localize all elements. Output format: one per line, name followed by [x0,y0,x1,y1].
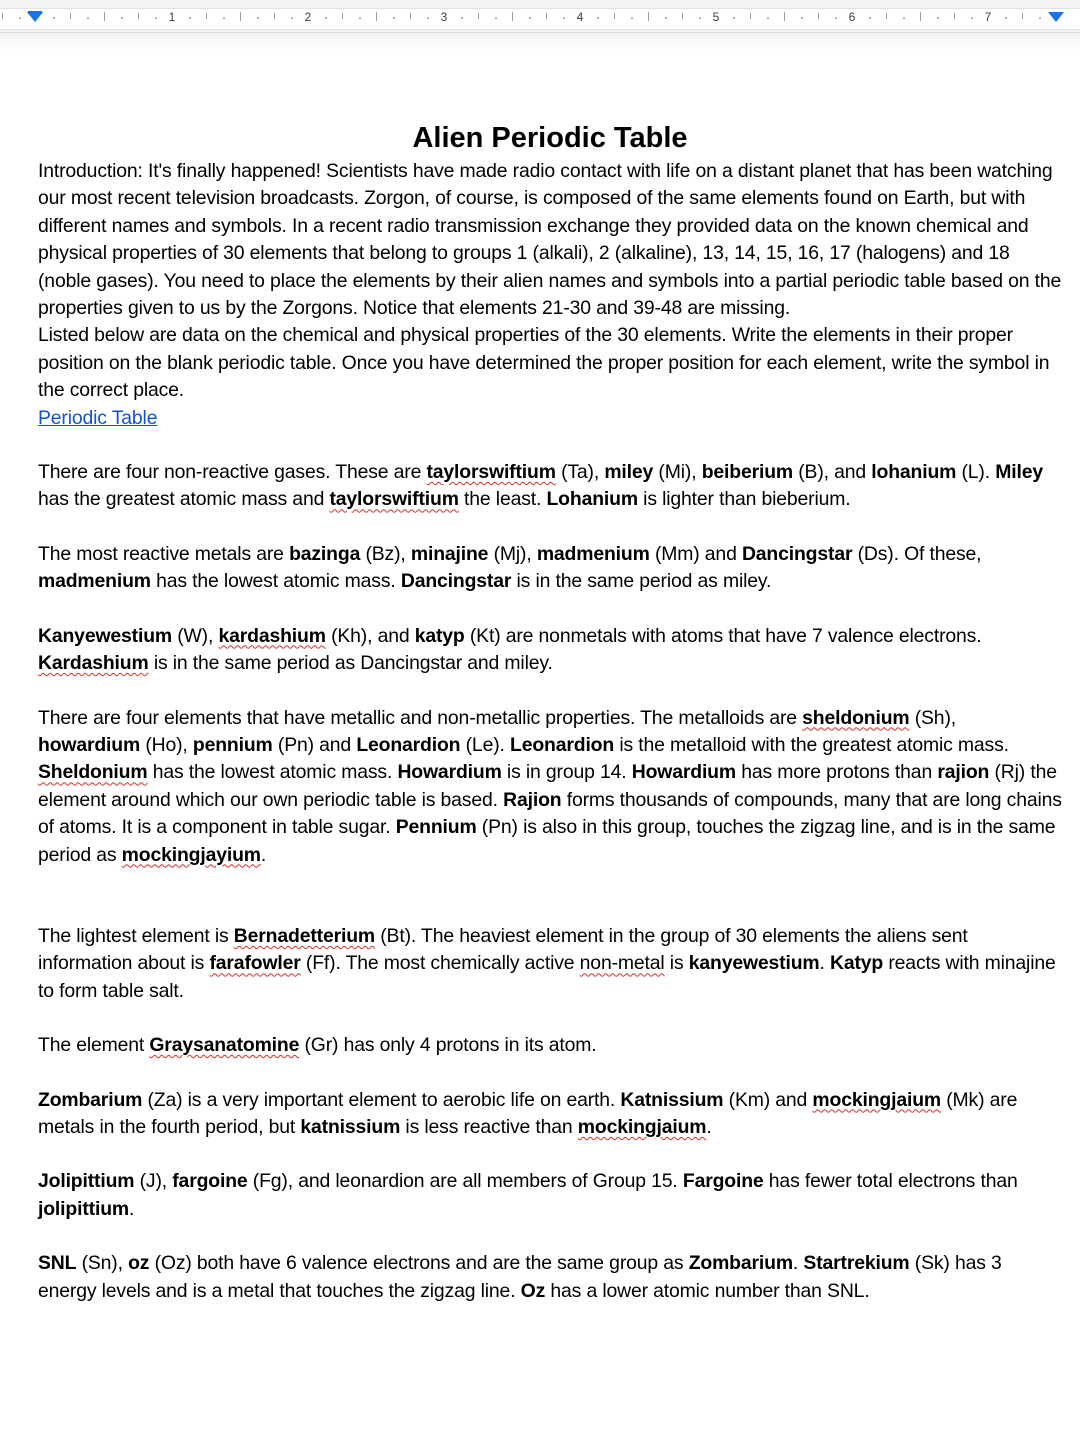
left-indent-marker-icon[interactable] [27,12,43,22]
ruler-track [0,8,1080,30]
ruler-tick [920,12,921,21]
ruler-tick [818,13,819,19]
ruler-tick [648,12,649,21]
clue-lightest-heaviest: The lightest element is Bernadetterium (Bt). The heaviest element in the group of 30 elements the aliens sent information about is farafowler (Ff). The most chemically active non-metal is kanyewestium. Katyp reacts with minajine to form table salt. [38,924,1056,1002]
ruler-tick [767,17,769,19]
ruler-tick [223,17,225,19]
ruler-tick [478,13,479,19]
ruler-tick [699,17,701,19]
ruler-tick [1039,17,1041,19]
ruler-tick [614,13,615,19]
ruler-tick [121,17,123,19]
ruler-tick [631,17,633,19]
ruler-tick [410,13,411,19]
ruler-number: 5 [712,10,720,24]
ruler-tick [274,13,275,19]
document-page[interactable] [38,118,1062,1305]
ruler-tick [342,13,343,19]
clue-halogens: Kanyewestium (W), kardashium (Kh), and katyp (Kt) are nonmetals with atoms that have 7 valence electrons. Kardashium is in the same period as Dancingstar and miley. [38,624,982,675]
ruler-tick [427,17,429,19]
ruler-number: 7 [984,10,992,24]
ruler-tick [529,17,531,19]
clue-reactive-metals: The most reactive metals are bazinga (Bz), minajine (Mj), madmenium (Mm) and Dancingstar (Ds). Of these, madmenium has the lowest atomic mass. Dancingstar is in the same period as miley. [38,542,982,593]
ruler-tick [291,17,293,19]
ruler-number: 3 [440,10,448,24]
ruler-tick [2,13,3,19]
ruler-tick [1022,13,1023,19]
ruler-tick [512,12,513,21]
ruler-number: 1 [168,10,176,24]
ruler-number: 2 [304,10,312,24]
ruler-tick [325,17,327,19]
page-title: Alien Periodic Table [412,122,688,154]
ruler-tick [801,17,803,19]
ruler-tick [155,17,157,19]
horizontal-ruler[interactable] [0,0,1080,33]
ruler-tick [546,13,547,19]
ruler-tick [835,17,837,19]
ruler-tick [359,17,361,19]
ruler-tick [937,17,939,19]
ruler-tick [563,17,565,19]
ruler-number: 6 [848,10,856,24]
clue-noble-gases: There are four non-reactive gases. These are taylorswiftium (Ta), miley (Mi), beiberium (B), and lohanium (L). Miley has the greatest atomic mass and taylorswiftium the least. Lohanium is lighter than bieberium. [38,461,1043,511]
ruler-tick [70,13,71,19]
ruler-tick [393,17,395,19]
ruler-tick [886,13,887,19]
ruler-tick [206,13,207,19]
clue-group-15: Jolipittium (J), fargoine (Fg), and leonardion are all members of Group 15. Fargoine has fewer total electrons than jolipittium. [38,1170,1018,1220]
ruler-tick [461,17,463,19]
ruler-tick [784,12,785,21]
ruler-tick [750,13,751,19]
ruler-tick [597,17,599,19]
intro-paragraph: Introduction: It's finally happened! Scientists have made radio contact with life on a distant planet that has been watching our most recent television broadcasts. Zorgon, of course, is composed of the same elements found on Earth, but with different names and symbols. In a recent radio transmission exchange they provided data on the known chemical and physical properties of 30 elements that belong to groups 1 (alkali), 2 (alkaline), 13, 14, 15, 16, 17 (halogens) and 18 (noble gases). You need to place the elements by their alien names and symbols into a partial periodic table based on the properties given to us by the Zorgons. Notice that elements 21-30 and 39-48 are missing. [38,160,1062,320]
clue-zombarium: Zombarium (Za) is a very important element to aerobic life on earth. Katnissium (Km) and mockingjaium (Mk) are metals in the fourth period, but katnissium is less reactive than mockingjaium. [38,1088,1018,1138]
ruler-tick [495,17,497,19]
ruler-tick [733,17,735,19]
ruler-tick [257,17,259,19]
right-indent-marker-icon[interactable] [1048,12,1064,22]
ruler-tick [665,17,667,19]
ruler-tick [138,13,139,19]
ruler-tick [903,17,905,19]
ruler-tick [189,17,191,19]
instructions-paragraph: Listed below are data on the chemical and physical properties of the 30 elements. Write the elements in their proper position on the blank periodic table. Once you have determined the proper position for each element, write the symbol in the correct place. [38,324,1050,402]
ruler-tick [240,12,241,21]
ruler-tick [104,12,105,21]
ruler-tick [1005,17,1007,19]
ruler-tick [376,12,377,21]
clue-metalloids: There are four elements that have metallic and non-metallic properties. The metalloids are sheldonium (Sh), howardium (Ho), pennium (Pn) and Leonardion (Le). Leonardion is the metalloid with the greatest atomic mass. Sheldonium has the lowest atomic mass. Howardium is in group 14. Howardium has more protons than rajion (Rj) the element around which our own periodic table is based. Rajion forms thousands of compounds, many that are long chains of atoms. It is a component in table sugar. Pennium (Pn) is also in this group, touches the zigzag line, and is in the same period as mockingjayium. [38,706,1062,866]
clue-graysanatomine: The element Graysanatomine (Gr) has only 4 protons in its atom. [38,1034,597,1057]
ruler-tick [869,17,871,19]
clue-group-16: SNL (Sn), oz (Oz) both have 6 valence electrons and are the same group as Zombarium. Startrekium (Sk) has 3 energy levels and is a metal that touches the zigzag line. Oz has a lower atomic number than SNL. [38,1252,1002,1302]
ruler-tick [87,17,89,19]
ruler-tick [971,17,973,19]
page-top-gap [0,33,1080,51]
ruler-tick [954,13,955,19]
ruler-number: 4 [576,10,584,24]
ruler-tick [53,17,55,19]
ruler-tick [682,13,683,19]
periodic-table-link[interactable]: Periodic Table [38,406,158,429]
ruler-tick [19,17,21,19]
